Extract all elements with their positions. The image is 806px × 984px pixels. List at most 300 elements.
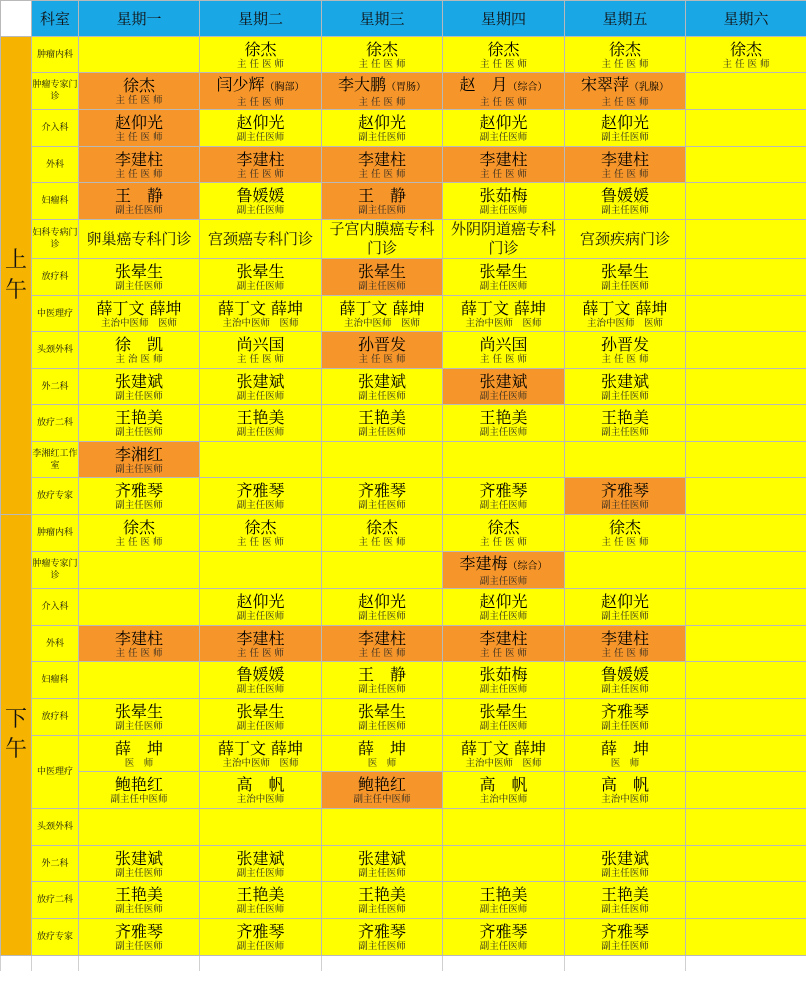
schedule-cell-thu (443, 699, 565, 736)
schedule-row (1, 589, 806, 626)
schedule-cell-tue (200, 73, 322, 110)
doctor-name (322, 592, 442, 611)
doctor-name-text: 赵仰光 (114, 113, 163, 132)
schedule-cell-mon (79, 699, 200, 736)
doctor-title: 主 任 医 师 (236, 168, 285, 180)
schedule-row (1, 442, 806, 478)
doctor-name (79, 775, 199, 794)
schedule-cell-mon (79, 589, 200, 626)
department-label: 放疗科 (32, 259, 79, 296)
schedule-cell-mon (79, 552, 200, 589)
doctor-name-text: 孙晋发 (600, 335, 649, 354)
schedule-cell-mon (79, 846, 200, 882)
doctor-title: 主治中医师 医师 (343, 317, 420, 329)
doctor-name (200, 150, 321, 169)
schedule-cell-sat (686, 405, 806, 442)
doctor-name (565, 885, 685, 904)
doctor-name-text: 张晕生 (357, 702, 406, 721)
doctor-name-text: 张建斌 (236, 848, 285, 868)
doctor-name-text: 张晕生 (479, 702, 528, 721)
doctor-name (565, 186, 685, 205)
doctor-title: 主 任 医 师 (601, 58, 649, 70)
schedule-cell-mon (79, 919, 200, 956)
schedule-cell-fri (565, 515, 686, 552)
schedule-cell-sat (686, 515, 806, 552)
doctor-title: 主治中医师 医师 (222, 317, 299, 329)
doctor-name-text: 齐雅琴 (600, 922, 649, 941)
doctor-name (443, 665, 564, 684)
doctor-name (565, 922, 685, 941)
doctor-name-text: 薛丁文 薛坤 (582, 298, 668, 318)
schedule-cell-fri (565, 296, 686, 332)
schedule-cell-thu (443, 259, 565, 296)
doctor-name (565, 372, 685, 391)
schedule-cell-sat (686, 110, 806, 147)
day-header-wed: 星期三 (322, 1, 443, 37)
doctor-name-text: 薛丁文 薛坤 (460, 738, 547, 758)
schedule-cell-sat (686, 183, 806, 220)
doctor-name-text: 李建柱 (479, 149, 528, 169)
doctor-title: 主治中医师 (601, 794, 649, 805)
schedule-cell-wed (322, 515, 443, 552)
schedule-row (1, 515, 806, 552)
schedule-cell-sat (686, 626, 806, 662)
period-afternoon (1, 515, 32, 956)
doctor-name (443, 739, 564, 758)
doctor-name-text: 齐雅琴 (357, 481, 406, 500)
doctor-title: 副主任医师 (115, 427, 163, 438)
schedule-cell-sat (686, 699, 806, 736)
doctor-title: 副主任医师 (479, 684, 528, 695)
footer-cell (686, 956, 806, 972)
doctor-name-text: 薛 坤 (357, 738, 406, 758)
department-label: 外科 (32, 626, 79, 662)
schedule-cell-sat (686, 220, 806, 259)
schedule-cell-wed (322, 369, 443, 405)
schedule-cell-mon (79, 736, 200, 772)
doctor-title: 主 任 医 师 (722, 58, 770, 70)
schedule-cell-wed (322, 37, 443, 73)
doctor-name (79, 299, 199, 318)
doctor-name (322, 702, 442, 721)
schedule-row (1, 147, 806, 183)
doctor-title: 副主任医师 (358, 281, 406, 292)
doctor-title: 副主任医师 (479, 205, 528, 216)
doctor-name (200, 299, 321, 318)
doctor-name-text: 徐杰 (608, 39, 641, 59)
schedule-cell-thu (443, 183, 565, 220)
doctor-title: 主 任 医 师 (358, 647, 406, 659)
doctor-name-text: 齐雅琴 (479, 922, 528, 941)
doctor-name (565, 481, 685, 500)
doctor-name (200, 592, 321, 611)
schedule-cell-wed (322, 626, 443, 662)
schedule-cell-tue (200, 220, 322, 259)
schedule-cell-thu (443, 589, 565, 626)
doctor-name-text: 王 静 (357, 186, 406, 205)
schedule-cell-mon (79, 296, 200, 332)
doctor-title: 副主任医师 (358, 500, 406, 511)
department-label: 肿瘤内科 (32, 515, 79, 552)
doctor-name-text: 鲁媛媛 (236, 665, 285, 684)
doctor-name (322, 408, 442, 427)
schedule-cell-wed (322, 405, 443, 442)
doctor-title: 副主任医师 (601, 684, 649, 695)
doctor-title: 副主任医师 (601, 941, 649, 952)
doctor-title: 主治中医师 医师 (100, 317, 177, 329)
doctor-name-text: 徐杰 (365, 39, 398, 59)
doctor-name-text: 王艳美 (357, 885, 406, 904)
doctor-title: 副主任医师 (479, 904, 528, 915)
schedule-cell-sat (686, 478, 806, 515)
schedule-cell-thu (443, 220, 565, 259)
doctor-title: 医 师 (610, 757, 640, 769)
doctor-name (443, 150, 564, 169)
doctor-title: 副主任医师 (358, 941, 406, 952)
doctor-name (322, 186, 442, 205)
schedule-row (1, 220, 806, 259)
schedule-cell-thu (443, 442, 565, 478)
doctor-title: 主 任 医 师 (236, 96, 285, 108)
department-label: 肿瘤专家门诊 (32, 73, 79, 110)
doctor-name-text: 张晕生 (236, 262, 285, 281)
schedule-cell-wed (322, 478, 443, 515)
schedule-cell-wed (322, 220, 443, 259)
doctor-title: 主 任 医 师 (115, 647, 163, 659)
doctor-name-text: 李建柱 (600, 149, 649, 169)
doctor-name-text: 鲁媛媛 (236, 186, 285, 205)
schedule-cell-wed (322, 846, 443, 882)
schedule-cell-tue (200, 552, 322, 589)
doctor-title: 主治中医师 (479, 794, 528, 805)
schedule-row (1, 662, 806, 699)
doctor-title: 主 任 医 师 (358, 537, 406, 548)
schedule-row (1, 809, 806, 846)
doctor-name (443, 335, 564, 354)
schedule-cell-fri (565, 259, 686, 296)
doctor-name (443, 775, 564, 794)
doctor-title: 主 任 医 师 (236, 537, 285, 548)
doctor-name (443, 592, 564, 611)
doctor-name-text: 赵仰光 (357, 592, 406, 611)
doctor-title: 医 师 (367, 757, 397, 769)
doctor-name-text: 张茹梅 (479, 665, 528, 684)
doctor-name (79, 113, 199, 132)
schedule-row (1, 736, 806, 772)
specialty-tag: （综合） (507, 81, 548, 93)
doctor-name-text: 赵仰光 (236, 592, 285, 611)
doctor-name-text: 徐杰 (365, 518, 398, 537)
doctor-title: 副主任医师 (115, 904, 163, 915)
department-label: 放疗二科 (32, 405, 79, 442)
doctor-name-text: 徐杰 (122, 76, 155, 95)
schedule-cell-sat (686, 736, 806, 772)
doctor-name-text: 李建柱 (479, 628, 528, 648)
department-label: 介入科 (32, 110, 79, 147)
schedule-cell-tue (200, 846, 322, 882)
schedule-cell-fri (565, 478, 686, 515)
doctor-name-text: 高 帆 (600, 775, 649, 794)
schedule-cell-mon (79, 442, 200, 478)
doctor-title: 副主任医师 (358, 721, 406, 732)
schedule-cell-sat (686, 882, 806, 919)
schedule-cell-fri (565, 37, 686, 73)
schedule-cell-fri (565, 183, 686, 220)
department-label: 头颈外科 (32, 332, 79, 369)
doctor-name (322, 518, 442, 537)
doctor-title: 副主任医师 (115, 205, 163, 216)
schedule-cell-thu (443, 73, 565, 110)
schedule-cell-mon (79, 662, 200, 699)
doctor-name (79, 335, 199, 354)
schedule-row (1, 699, 806, 736)
doctor-name (79, 739, 199, 758)
schedule-cell-wed (322, 332, 443, 369)
specialty-tag: （胃肠） (386, 81, 426, 93)
schedule-cell-thu (443, 552, 565, 589)
schedule-cell-fri (565, 369, 686, 405)
doctor-name (79, 481, 199, 500)
schedule-cell-fri (565, 736, 686, 772)
doctor-name (200, 775, 321, 794)
schedule-cell-fri (565, 405, 686, 442)
schedule-cell-wed (322, 809, 443, 846)
dept-column-header: 科室 (32, 1, 79, 37)
doctor-title: 副主任医师 (115, 721, 163, 732)
doctor-title: 副主任医师 (479, 721, 528, 732)
doctor-name (565, 150, 685, 169)
schedule-cell-mon (79, 882, 200, 919)
department-label: 放疗科 (32, 699, 79, 736)
schedule-cell-tue (200, 405, 322, 442)
schedule-cell-thu (443, 809, 565, 846)
doctor-name-text: 张晕生 (114, 262, 163, 281)
schedule-cell-thu (443, 37, 565, 73)
schedule-cell-sat (686, 259, 806, 296)
schedule-row (1, 37, 806, 73)
department-label: 肿瘤专家门诊 (32, 552, 79, 589)
doctor-name-text: 赵仰光 (600, 113, 649, 132)
doctor-name (200, 408, 321, 427)
doctor-title: 主 任 医 师 (358, 168, 406, 180)
schedule-cell-wed (322, 442, 443, 478)
schedule-cell-mon (79, 369, 200, 405)
doctor-name-text: 鲍艳红 (114, 775, 163, 794)
footer-strip (1, 956, 806, 972)
doctor-title: 主 任 医 师 (601, 168, 649, 180)
doctor-title: 主 治 医 师 (115, 354, 163, 365)
footer-cell (32, 956, 79, 972)
schedule-cell-tue (200, 919, 322, 956)
department-label: 外科 (32, 147, 79, 183)
schedule-cell-tue (200, 147, 322, 183)
schedule-row (1, 882, 806, 919)
doctor-name (443, 75, 564, 97)
schedule-cell-sat (686, 37, 806, 73)
schedule-cell-tue (200, 442, 322, 478)
doctor-name (200, 665, 321, 684)
doctor-name (79, 76, 199, 95)
doctor-name (443, 885, 564, 904)
schedule-cell-sat (686, 846, 806, 882)
clinic-name: 子宫内膜癌专科门诊 (329, 220, 435, 257)
doctor-name (322, 629, 442, 648)
schedule-row (1, 110, 806, 147)
department-label: 肿瘤内科 (32, 37, 79, 73)
doctor-name-text: 齐雅琴 (114, 481, 163, 500)
doctor-title: 主 任 医 师 (479, 168, 528, 180)
schedule-cell-fri (565, 73, 686, 110)
doctor-title: 主治中医师 医师 (586, 317, 663, 329)
schedule-cell-fri (565, 662, 686, 699)
doctor-name (79, 262, 199, 281)
doctor-name (322, 75, 442, 97)
doctor-name (322, 372, 442, 391)
doctor-name (322, 262, 442, 281)
doctor-name (565, 665, 685, 684)
doctor-title: 副主任医师 (479, 575, 528, 587)
schedule-cell-thu (443, 626, 565, 662)
department-label: 外二科 (32, 369, 79, 405)
doctor-name-text: 王艳美 (114, 885, 163, 904)
schedule-cell-mon (79, 772, 200, 809)
doctor-name-text: 赵 月 (459, 74, 508, 94)
schedule-cell-sat (686, 147, 806, 183)
schedule-cell-sat (686, 552, 806, 589)
doctor-name-text: 王艳美 (479, 408, 528, 427)
doctor-name-text: 徐杰 (608, 518, 641, 537)
doctor-name-text: 李建柱 (114, 628, 163, 648)
doctor-name (79, 186, 199, 205)
schedule-cell-thu (443, 846, 565, 882)
schedule-cell-wed (322, 919, 443, 956)
schedule-row (1, 478, 806, 515)
schedule-cell-tue (200, 589, 322, 626)
doctor-name (200, 481, 321, 500)
doctor-name-text: 齐雅琴 (357, 922, 406, 941)
doctor-name-text: 王艳美 (479, 885, 528, 904)
schedule-cell-mon (79, 183, 200, 220)
doctor-title: 主 任 医 师 (115, 95, 163, 106)
doctor-name (200, 40, 321, 59)
doctor-name-text: 张晕生 (236, 702, 285, 721)
doctor-name-text: 张晕生 (600, 262, 649, 281)
department-label: 妇瘤科 (32, 183, 79, 220)
doctor-name (565, 299, 685, 318)
doctor-title: 副主任医师 (358, 205, 406, 216)
doctor-name (200, 849, 321, 868)
doctor-name-text: 齐雅琴 (600, 702, 649, 721)
schedule-cell-thu (443, 772, 565, 809)
schedule-cell-sat (686, 332, 806, 369)
doctor-name-text: 徐杰 (729, 39, 762, 59)
doctor-name-text: 赵仰光 (600, 592, 649, 611)
doctor-name (322, 849, 442, 868)
schedule-row (1, 552, 806, 589)
doctor-name-text: 李建柱 (357, 628, 406, 648)
schedule-cell-fri (565, 882, 686, 919)
doctor-name (443, 629, 564, 648)
schedule-cell-wed (322, 552, 443, 589)
doctor-name-text: 王艳美 (600, 408, 649, 427)
schedule-cell-thu (443, 919, 565, 956)
doctor-name-text: 薛 坤 (114, 738, 163, 758)
schedule-cell-tue (200, 332, 322, 369)
doctor-name-text: 徐杰 (122, 518, 155, 537)
doctor-title: 副主任医师 (236, 904, 285, 915)
department-label: 头颈外科 (32, 809, 79, 846)
doctor-title: 副主任医师 (358, 867, 406, 879)
doctor-name-text: 张建斌 (357, 371, 406, 391)
schedule-cell-sat (686, 296, 806, 332)
schedule-cell-tue (200, 296, 322, 332)
doctor-name-text: 孙晋发 (357, 335, 406, 354)
doctor-title: 副主任医师 (236, 941, 285, 952)
schedule-row (1, 772, 806, 809)
doctor-name (565, 335, 685, 354)
doctor-title: 副主任医师 (358, 684, 406, 695)
schedule-cell-thu (443, 332, 565, 369)
doctor-name (443, 113, 564, 132)
doctor-name-text: 尚兴国 (236, 335, 285, 354)
schedule-row (1, 259, 806, 296)
doctor-name-text: 李建柱 (357, 149, 406, 169)
doctor-title: 副主任医师 (236, 132, 285, 143)
doctor-title: 副主任医师 (479, 941, 528, 952)
doctor-title: 主 任 医 师 (236, 354, 285, 365)
doctor-title: 副主任医师 (236, 205, 285, 216)
footer-cell (322, 956, 443, 972)
schedule-cell-thu (443, 662, 565, 699)
doctor-title: 副主任医师 (479, 132, 528, 143)
doctor-name-text: 张建斌 (114, 848, 163, 868)
doctor-name-text: 薛丁文 薛坤 (217, 738, 304, 758)
header-row (1, 1, 806, 37)
schedule-cell-mon (79, 37, 200, 73)
doctor-name-text: 张建斌 (357, 848, 406, 868)
schedule-cell-mon (79, 220, 200, 259)
schedule-cell-tue (200, 626, 322, 662)
schedule-cell-wed (322, 882, 443, 919)
schedule-cell-wed (322, 259, 443, 296)
day-header-thu: 星期四 (443, 1, 565, 37)
doctor-name (79, 849, 199, 868)
doctor-title: 副主任医师 (601, 500, 649, 511)
department-label: 放疗二科 (32, 882, 79, 919)
day-header-fri: 星期五 (565, 1, 686, 37)
doctor-name-text: 鲍艳红 (357, 775, 406, 794)
schedule-cell-mon (79, 332, 200, 369)
department-label: 外二科 (32, 846, 79, 882)
doctor-name (443, 40, 564, 59)
doctor-name-text: 徐杰 (244, 39, 277, 59)
doctor-name (565, 702, 685, 721)
doctor-name-text: 齐雅琴 (236, 922, 285, 941)
doctor-title: 主 任 医 师 (115, 168, 163, 180)
doctor-name (79, 408, 199, 427)
doctor-name (565, 739, 685, 758)
doctor-name (200, 262, 321, 281)
department-label: 中医理疗 (32, 296, 79, 332)
doctor-name-text: 宋翠萍 (580, 74, 629, 94)
day-header-tue: 星期二 (200, 1, 322, 37)
doctor-title: 主 任 医 师 (601, 647, 649, 659)
doctor-name-text: 徐杰 (244, 518, 277, 537)
doctor-title: 主 任 医 师 (479, 537, 528, 548)
doctor-name (443, 262, 564, 281)
doctor-name-text: 薛丁文 薛坤 (217, 298, 304, 318)
schedule-cell-tue (200, 37, 322, 73)
